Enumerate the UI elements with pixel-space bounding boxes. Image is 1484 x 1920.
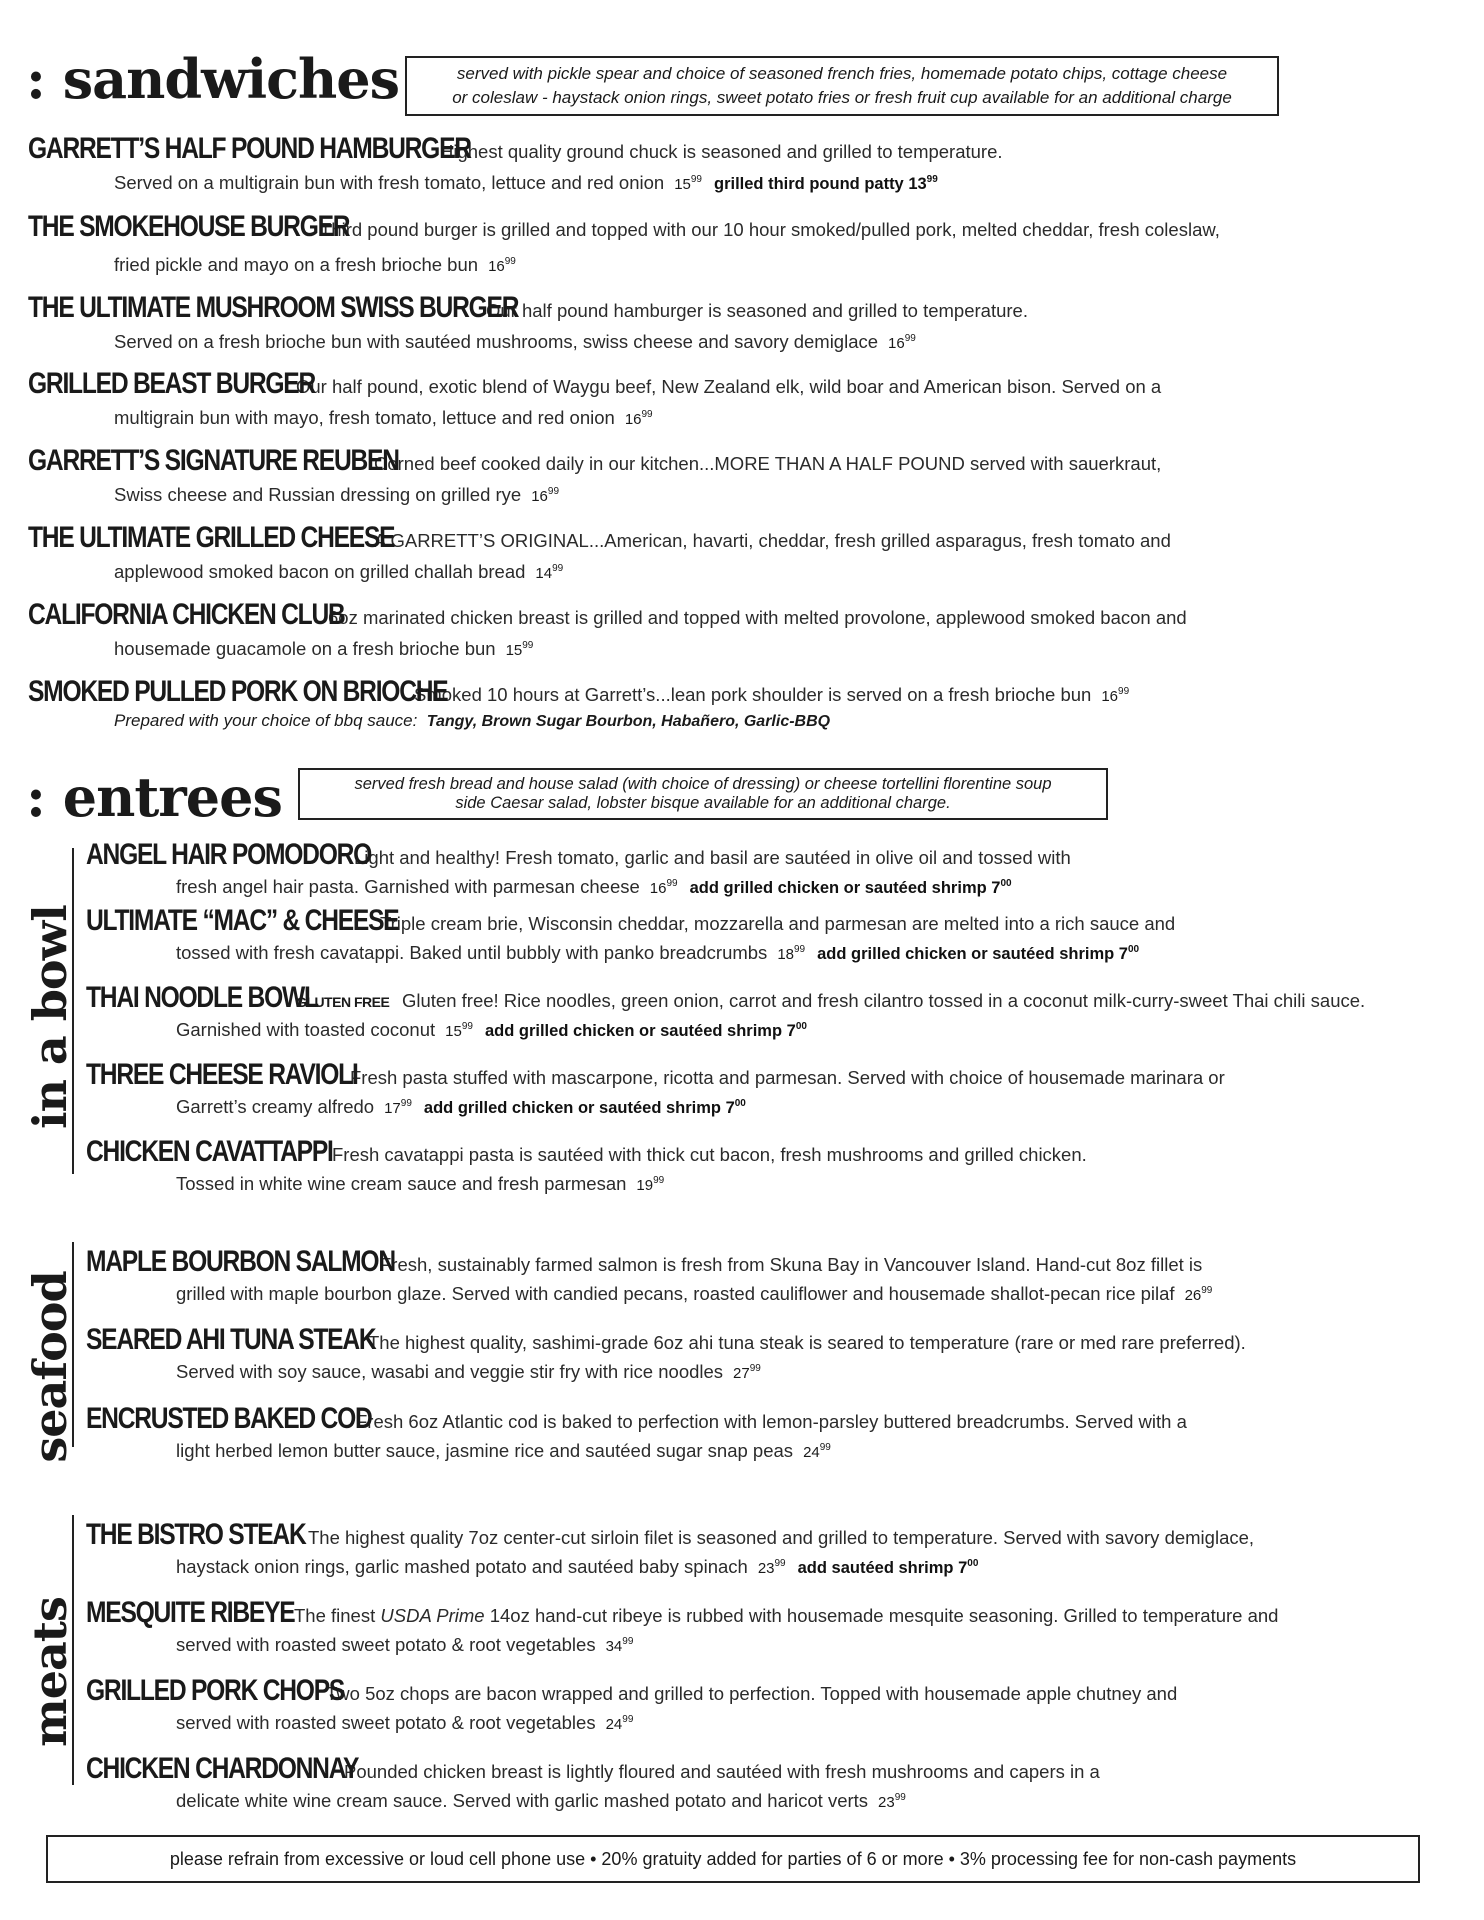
meats-label: meats xyxy=(23,1597,77,1747)
item-price: $34^{99}$ xyxy=(605,1636,634,1655)
bbq-sauce-options: Tangy, Brown Sugar Bourbon, Habañero, Garlic-BBQ xyxy=(426,713,831,730)
item-price: $15^{99}$ xyxy=(674,174,702,193)
item-description: multigrain bun with mayo, fresh tomato, lettuce and red onion xyxy=(114,407,615,428)
menu-item xyxy=(86,904,1175,964)
item-name: GRILLED BEAST BURGER xyxy=(28,367,316,400)
entrees-note-line-2: side Caesar salad, lobster bisque available for an additional charge. xyxy=(455,794,951,812)
item-name: THE ULTIMATE MUSHROOM SWISS BURGER xyxy=(28,291,519,324)
menu-item xyxy=(86,838,1071,898)
item-price: $23^{99}$ xyxy=(757,1558,786,1577)
item-price: $16^{99}$ xyxy=(888,333,916,352)
item-description: Tossed in white wine cream sauce and fresh parmesan xyxy=(176,1173,627,1194)
item-name: GARRETT’S HALF POUND HAMBURGER xyxy=(28,132,471,165)
bowl-label: in a bowl xyxy=(23,905,77,1129)
item-name: CHICKEN CAVATTAPPI xyxy=(86,1135,333,1168)
item-description: Fresh pasta stuffed with mascarpone, ricotta and parmesan. Served with choice of housemade marinara or xyxy=(350,1067,1225,1088)
item-price: $16^{99}$ xyxy=(488,256,516,275)
menu-item xyxy=(86,1135,1087,1195)
item-addon: grilled third pound patty $13^{99}$ xyxy=(714,174,938,193)
item-description: housemade guacamole on a fresh brioche bun xyxy=(114,638,496,659)
bbq-sauce-note: Prepared with your choice of bbq sauce: xyxy=(114,711,418,730)
item-price: $16^{99}$ xyxy=(1101,686,1130,705)
item-description: Smoked 10 hours at Garrett’s...lean pork shoulder is served on a fresh brioche bun xyxy=(414,684,1092,705)
item-description: Highest quality ground chuck is seasoned and grilled to temperature. xyxy=(440,141,1003,162)
item-description: Two 5oz chops are bacon wrapped and grilled to perfection. Topped with housemade apple chutney and xyxy=(326,1683,1178,1704)
item-addon: add grilled chicken or sautéed shrimp $7^{00}$ xyxy=(484,1021,807,1040)
menu-item xyxy=(86,981,1365,1041)
menu-item xyxy=(86,1245,1212,1305)
item-name: GRILLED PORK CHOPS xyxy=(86,1674,345,1707)
item-name: CHICKEN CHARDONNAY xyxy=(86,1752,359,1785)
item-price: $18^{99}$ xyxy=(777,944,806,963)
item-description: Fresh, sustainably farmed salmon is fresh from Skuna Bay in Vancouver Island. Hand-cut 8oz fillet is xyxy=(380,1254,1203,1275)
menu-item xyxy=(86,1058,1225,1118)
item-description: Triple cream brie, Wisconsin cheddar, mozzarella and parmesan are melted into a rich sauce and xyxy=(380,913,1176,934)
item-description: Corned beef cooked daily in our kitchen...MORE THAN A HALF POUND served with sauerkraut, xyxy=(374,453,1162,474)
item-name: SMOKED PULLED PORK ON BRIOCHE xyxy=(28,675,448,708)
item-price: $16^{99}$ xyxy=(531,486,560,505)
item-description: Swiss cheese and Russian dressing on grilled rye xyxy=(114,484,522,505)
sandwiches-note-line-2: or coleslaw - haystack onion rings, sweet potato fries or fresh fruit cup available for an additional charge xyxy=(452,88,1232,107)
menu-item xyxy=(28,291,1028,353)
item-description: served with roasted sweet potato & root vegetables xyxy=(176,1634,596,1655)
menu-item xyxy=(86,1674,1177,1734)
item-name: THE BISTRO STEAK xyxy=(86,1518,306,1551)
item-description: A GARRETT’S ORIGINAL...American, havarti, cheddar, fresh grilled asparagus, fresh tomato and xyxy=(374,530,1171,551)
item-description: The highest quality 7oz center-cut sirloin filet is seasoned and grilled to temperature. Served with savory demiglace, xyxy=(308,1527,1255,1548)
item-description: fresh angel hair pasta. Garnished with parmesan cheese xyxy=(176,876,640,897)
item-description: Third pound burger is grilled and topped with our 10 hour smoked/pulled pork, melted cheddar, fresh coleslaw, xyxy=(320,219,1220,240)
item-name: MESQUITE RIBEYE xyxy=(86,1596,295,1629)
item-name: SEARED AHI TUNA STEAK xyxy=(86,1323,376,1356)
item-description: Gluten free! Rice noodles, green onion, carrot and fresh cilantro tossed in a coconut milk-curry-sweet Thai chili sauce. xyxy=(402,990,1366,1011)
entrees-title: : entrees xyxy=(26,765,282,829)
item-name: ANGEL HAIR POMODORO xyxy=(86,838,372,871)
menu-item xyxy=(28,675,1129,731)
menu-item xyxy=(28,210,1220,276)
item-price: $26^{99}$ xyxy=(1184,1285,1213,1304)
item-name: THREE CHEESE RAVIOLI xyxy=(86,1058,358,1091)
item-description: The finest USDA Prime 14oz hand-cut ribeye is rubbed with housemade mesquite seasoning. Grilled to temperature and xyxy=(294,1605,1279,1626)
item-price: $23^{99}$ xyxy=(878,1792,906,1811)
item-description: Fresh cavatappi pasta is sautéed with thick cut bacon, fresh mushrooms and grilled chicken. xyxy=(332,1144,1087,1165)
menu-item xyxy=(28,598,1187,660)
item-description: Our half pound, exotic blend of Waygu beef, New Zealand elk, wild boar and American bison. Served on a xyxy=(296,376,1162,397)
item-addon: add grilled chicken or sautéed shrimp $7^{00}$ xyxy=(689,878,1012,897)
seafood-label: seafood xyxy=(23,1271,77,1463)
menu-item xyxy=(28,132,1003,194)
item-addon: add grilled chicken or sautéed shrimp $7^{00}$ xyxy=(423,1098,746,1117)
item-price: $15^{99}$ xyxy=(505,640,534,659)
gluten-free-tag: GLUTEN FREE xyxy=(296,994,390,1010)
sandwiches-note-line-1: served with pickle spear and choice of seasoned french fries, homemade potato chips, cottage cheese xyxy=(456,64,1228,83)
menu-item xyxy=(28,444,1161,506)
item-addon: add grilled chicken or sautéed shrimp $7^{00}$ xyxy=(817,944,1140,963)
item-description: served with roasted sweet potato & root vegetables xyxy=(176,1712,596,1733)
item-description: delicate white wine cream sauce. Served with garlic mashed potato and haricot verts xyxy=(176,1790,869,1811)
item-name: GARRETT’S SIGNATURE REUBEN xyxy=(28,444,399,477)
footer-policy-note: please refrain from excessive or loud cell phone use • 20% gratuity added for parties of 6 or more • 3% processing fee for non-cash payments xyxy=(46,1835,1420,1883)
item-description: Our half pound hamburger is seasoned and grilled to temperature. xyxy=(486,300,1028,321)
menu-item xyxy=(28,521,1171,583)
item-description: light herbed lemon butter sauce, jasmine rice and sautéed sugar snap peas xyxy=(176,1440,794,1461)
item-addon: add sautéed shrimp $7^{00}$ xyxy=(797,1558,979,1577)
item-description: fried pickle and mayo on a fresh brioche bun xyxy=(114,254,479,275)
item-price: $15^{99}$ xyxy=(445,1021,473,1040)
item-description: Garrett’s creamy alfredo xyxy=(176,1096,375,1117)
sandwiches-title: : sandwiches xyxy=(26,47,400,111)
sandwiches-note xyxy=(405,56,1279,116)
item-description: The highest quality, sashimi-grade 6oz ahi tuna steak is seared to temperature (rare or med rare preferred). xyxy=(368,1332,1246,1353)
item-description: haystack onion rings, garlic mashed potato and sautéed baby spinach xyxy=(176,1556,748,1577)
entrees-note-line-1: served fresh bread and house salad (with choice of dressing) or cheese tortellini florentine soup xyxy=(354,775,1052,793)
item-description: Light and healthy! Fresh tomato, garlic and basil are sautéed in olive oil and tossed with xyxy=(354,847,1071,868)
menu-item xyxy=(86,1752,1100,1812)
item-name: THE SMOKEHOUSE BURGER xyxy=(28,210,350,243)
item-price: $24^{99}$ xyxy=(803,1442,831,1461)
entrees-note xyxy=(298,768,1108,820)
item-price: $14^{99}$ xyxy=(535,563,564,582)
item-description: grilled with maple bourbon glaze. Served with candied pecans, roasted cauliflower and housemade shallot-pecan rice pilaf xyxy=(176,1283,1175,1304)
item-name: CALIFORNIA CHICKEN CLUB xyxy=(28,598,345,631)
menu-item xyxy=(86,1402,1187,1462)
item-price: $17^{99}$ xyxy=(384,1098,412,1117)
item-description: Served on a multigrain bun with fresh tomato, lettuce and red onion xyxy=(114,172,665,193)
item-price: $16^{99}$ xyxy=(649,878,678,897)
menu-item xyxy=(28,367,1161,429)
item-name: THE ULTIMATE GRILLED CHEESE xyxy=(28,521,395,554)
item-description: Served with soy sauce, wasabi and veggie stir fry with rice noodles xyxy=(176,1361,724,1382)
item-description: tossed with fresh cavatappi. Baked until bubbly with panko breadcrumbs xyxy=(176,942,768,963)
menu-item xyxy=(86,1518,1254,1578)
item-description: applewood smoked bacon on grilled challah bread xyxy=(114,561,526,582)
item-name: THAI NOODLE BOWL xyxy=(86,981,318,1014)
item-description: Pounded chicken breast is lightly floured and sautéed with fresh mushrooms and capers in a xyxy=(344,1761,1100,1782)
item-name: ENCRUSTED BAKED COD xyxy=(86,1402,372,1435)
item-description: Served on a fresh brioche bun with sautéed mushrooms, swiss cheese and savory demiglace xyxy=(114,331,879,352)
item-price: $19^{99}$ xyxy=(636,1175,665,1194)
item-price: $27^{99}$ xyxy=(733,1363,761,1382)
item-price: $16^{99}$ xyxy=(624,409,653,428)
menu-item xyxy=(86,1596,1278,1656)
item-name: MAPLE BOURBON SALMON xyxy=(86,1245,395,1278)
item-description: Fresh 6oz Atlantic cod is baked to perfection with lemon-parsley buttered breadcrumbs. Served with a xyxy=(356,1411,1187,1432)
item-description: 6oz marinated chicken breast is grilled and topped with melted provolone, applewood smoked bacon and xyxy=(328,607,1187,628)
item-price: $24^{99}$ xyxy=(605,1714,634,1733)
item-name: ULTIMATE “MAC” & CHEESE xyxy=(86,904,399,937)
menu-item xyxy=(86,1323,1246,1383)
item-description: Garnished with toasted coconut xyxy=(176,1019,436,1040)
